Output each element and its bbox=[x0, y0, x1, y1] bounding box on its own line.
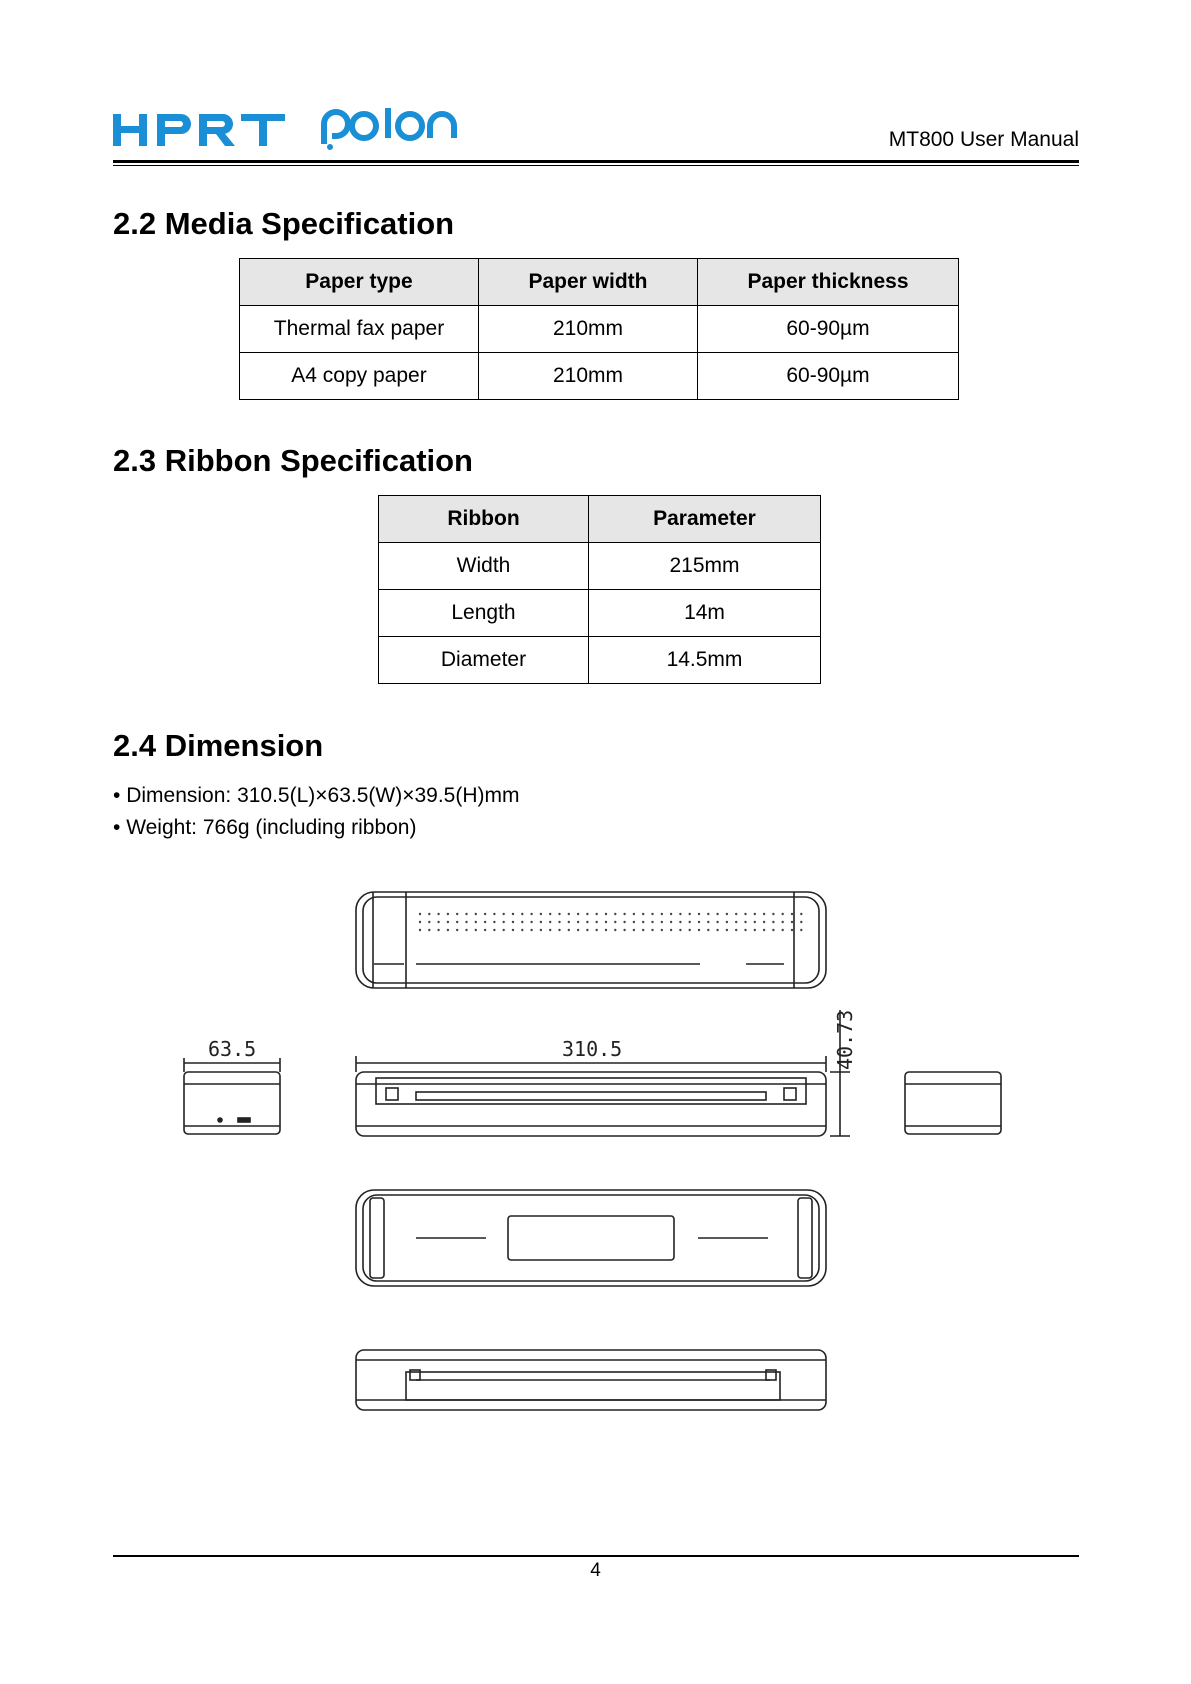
ribbon-spec-heading: 2.3 Ribbon Specification bbox=[113, 443, 473, 478]
vent-hole bbox=[596, 929, 598, 931]
front-view bbox=[356, 1010, 850, 1136]
vent-hole bbox=[437, 929, 439, 931]
vent-hole bbox=[623, 913, 625, 915]
vent-hole bbox=[558, 929, 560, 931]
footer-rule bbox=[113, 1555, 1079, 1557]
vent-hole bbox=[568, 921, 570, 923]
vent-hole bbox=[530, 921, 532, 923]
vent-hole bbox=[670, 921, 672, 923]
vent-hole bbox=[744, 921, 746, 923]
table-cell: 210mm bbox=[479, 306, 698, 353]
vent-hole bbox=[763, 921, 765, 923]
vent-hole bbox=[698, 913, 700, 915]
vent-hole bbox=[549, 921, 551, 923]
vent-hole bbox=[782, 921, 784, 923]
vent-hole bbox=[419, 921, 421, 923]
hprt-logo bbox=[113, 110, 288, 150]
vent-hole bbox=[623, 929, 625, 931]
vent-hole bbox=[707, 929, 709, 931]
vent-hole bbox=[484, 929, 486, 931]
vent-hole bbox=[503, 929, 505, 931]
vent-hole bbox=[568, 929, 570, 931]
vent-hole bbox=[633, 913, 635, 915]
vent-hole bbox=[484, 913, 486, 915]
vent-hole bbox=[782, 929, 784, 931]
vent-hole bbox=[521, 913, 523, 915]
column-header: Parameter bbox=[589, 496, 821, 543]
list-item: • Dimension: 310.5(L)×63.5(W)×39.5(H)mm bbox=[113, 780, 520, 812]
height-dimension-label: 40.73 bbox=[833, 1009, 857, 1070]
vent-hole bbox=[577, 913, 579, 915]
vent-hole bbox=[530, 913, 532, 915]
vent-hole bbox=[754, 929, 756, 931]
vent-hole bbox=[512, 929, 514, 931]
vent-hole bbox=[735, 929, 737, 931]
vent-hole bbox=[726, 921, 728, 923]
table-cell: 60-90µm bbox=[698, 353, 959, 400]
vent-hole bbox=[475, 921, 477, 923]
table-cell: Length bbox=[379, 590, 589, 637]
vent-hole bbox=[782, 913, 784, 915]
vent-hole bbox=[716, 929, 718, 931]
vent-hole bbox=[744, 929, 746, 931]
vent-hole bbox=[754, 913, 756, 915]
vent-hole bbox=[716, 913, 718, 915]
document-title: MT800 User Manual bbox=[888, 128, 1079, 151]
left-side-view bbox=[184, 1058, 280, 1134]
table-row bbox=[379, 590, 821, 637]
vent-hole bbox=[735, 913, 737, 915]
media-spec-table bbox=[239, 258, 959, 400]
vent-hole bbox=[651, 929, 653, 931]
bottom-view bbox=[356, 1190, 826, 1286]
vent-hole bbox=[493, 929, 495, 931]
vent-hole bbox=[596, 913, 598, 915]
vent-holes bbox=[419, 913, 803, 931]
table-row bbox=[379, 637, 821, 684]
vent-hole bbox=[465, 929, 467, 931]
vent-hole bbox=[772, 929, 774, 931]
table-cell: 60-90µm bbox=[698, 306, 959, 353]
vent-hole bbox=[437, 913, 439, 915]
vent-hole bbox=[447, 921, 449, 923]
vent-hole bbox=[475, 929, 477, 931]
vent-hole bbox=[465, 921, 467, 923]
vent-hole bbox=[568, 913, 570, 915]
vent-hole bbox=[493, 921, 495, 923]
vent-hole bbox=[772, 921, 774, 923]
vent-hole bbox=[577, 921, 579, 923]
vent-hole bbox=[800, 929, 802, 931]
vent-hole bbox=[419, 913, 421, 915]
vent-hole bbox=[679, 913, 681, 915]
vent-hole bbox=[661, 913, 663, 915]
dimension-bullets bbox=[113, 780, 520, 844]
vent-hole bbox=[726, 929, 728, 931]
table-row bbox=[379, 543, 821, 590]
vent-hole bbox=[633, 921, 635, 923]
vent-hole bbox=[540, 913, 542, 915]
vent-hole bbox=[735, 921, 737, 923]
table-row bbox=[240, 353, 959, 400]
vent-hole bbox=[558, 913, 560, 915]
vent-hole bbox=[791, 929, 793, 931]
table-row bbox=[240, 306, 959, 353]
table-cell: A4 copy paper bbox=[240, 353, 479, 400]
vent-hole bbox=[586, 921, 588, 923]
vent-hole bbox=[512, 921, 514, 923]
vent-hole bbox=[549, 913, 551, 915]
vent-hole bbox=[558, 921, 560, 923]
header-rule bbox=[113, 160, 1079, 163]
vent-hole bbox=[614, 913, 616, 915]
vent-hole bbox=[707, 913, 709, 915]
vent-hole bbox=[800, 913, 802, 915]
column-header: Ribbon bbox=[379, 496, 589, 543]
vent-hole bbox=[493, 913, 495, 915]
vent-hole bbox=[465, 913, 467, 915]
table-cell: 215mm bbox=[589, 543, 821, 590]
vent-hole bbox=[428, 913, 430, 915]
dimension-heading: 2.4 Dimension bbox=[113, 728, 324, 763]
list-item: • Weight: 766g (including ribbon) bbox=[113, 812, 520, 844]
right-side-view bbox=[905, 1072, 1001, 1134]
vent-hole bbox=[642, 913, 644, 915]
vent-hole bbox=[596, 921, 598, 923]
vent-hole bbox=[456, 921, 458, 923]
table-cell: 14m bbox=[589, 590, 821, 637]
vent-hole bbox=[651, 921, 653, 923]
vent-hole bbox=[503, 921, 505, 923]
ribbon-spec-table bbox=[378, 495, 821, 684]
vent-hole bbox=[503, 913, 505, 915]
vent-hole bbox=[484, 921, 486, 923]
vent-hole bbox=[670, 929, 672, 931]
vent-hole bbox=[605, 921, 607, 923]
vent-hole bbox=[689, 929, 691, 931]
vent-hole bbox=[698, 929, 700, 931]
vent-hole bbox=[754, 921, 756, 923]
width-dimension-label: 63.5 bbox=[208, 1037, 257, 1061]
vent-hole bbox=[605, 913, 607, 915]
vent-hole bbox=[586, 913, 588, 915]
vent-hole bbox=[456, 913, 458, 915]
vent-hole bbox=[549, 929, 551, 931]
vent-hole bbox=[679, 921, 681, 923]
vent-hole bbox=[447, 913, 449, 915]
column-header: Paper thickness bbox=[698, 259, 959, 306]
printer-dimension-drawing bbox=[180, 880, 1020, 1420]
vent-hole bbox=[661, 921, 663, 923]
vent-hole bbox=[577, 929, 579, 931]
table-cell: Width bbox=[379, 543, 589, 590]
vent-hole bbox=[614, 921, 616, 923]
vent-hole bbox=[679, 929, 681, 931]
vent-hole bbox=[698, 921, 700, 923]
vent-hole bbox=[475, 913, 477, 915]
vent-hole bbox=[689, 921, 691, 923]
rear-view bbox=[356, 1350, 826, 1410]
vent-hole bbox=[661, 929, 663, 931]
vent-hole bbox=[447, 929, 449, 931]
vent-hole bbox=[521, 921, 523, 923]
top-view bbox=[356, 892, 826, 988]
table-cell: 14.5mm bbox=[589, 637, 821, 684]
vent-hole bbox=[763, 913, 765, 915]
vent-hole bbox=[605, 929, 607, 931]
column-header: Paper type bbox=[240, 259, 479, 306]
vent-hole bbox=[530, 929, 532, 931]
vent-hole bbox=[689, 913, 691, 915]
vent-hole bbox=[707, 921, 709, 923]
header-rule-thin bbox=[113, 165, 1079, 166]
vent-hole bbox=[540, 921, 542, 923]
vent-hole bbox=[642, 921, 644, 923]
vent-hole bbox=[586, 929, 588, 931]
vent-hole bbox=[521, 929, 523, 931]
vent-hole bbox=[437, 921, 439, 923]
vent-hole bbox=[642, 929, 644, 931]
vent-hole bbox=[763, 929, 765, 931]
vent-hole bbox=[726, 913, 728, 915]
vent-hole bbox=[540, 929, 542, 931]
vent-hole bbox=[800, 921, 802, 923]
vent-hole bbox=[428, 921, 430, 923]
vent-hole bbox=[419, 929, 421, 931]
table-cell: Diameter bbox=[379, 637, 589, 684]
page-number: 4 bbox=[590, 1560, 601, 1581]
length-dimension-label: 310.5 bbox=[562, 1037, 623, 1061]
vent-hole bbox=[614, 929, 616, 931]
vent-hole bbox=[716, 921, 718, 923]
table-cell: 210mm bbox=[479, 353, 698, 400]
vent-hole bbox=[623, 921, 625, 923]
media-spec-heading: 2.2 Media Specification bbox=[113, 206, 455, 241]
vent-hole bbox=[651, 913, 653, 915]
vent-hole bbox=[512, 913, 514, 915]
table-header-row bbox=[240, 259, 959, 306]
vent-hole bbox=[428, 929, 430, 931]
vent-hole bbox=[791, 921, 793, 923]
vent-hole bbox=[791, 913, 793, 915]
vent-hole bbox=[633, 929, 635, 931]
vent-hole bbox=[772, 913, 774, 915]
vent-hole bbox=[456, 929, 458, 931]
column-header: Paper width bbox=[479, 259, 698, 306]
table-cell: Thermal fax paper bbox=[240, 306, 479, 353]
vent-hole bbox=[670, 913, 672, 915]
polono-logo bbox=[318, 104, 478, 150]
vent-hole bbox=[744, 913, 746, 915]
table-header-row bbox=[379, 496, 821, 543]
